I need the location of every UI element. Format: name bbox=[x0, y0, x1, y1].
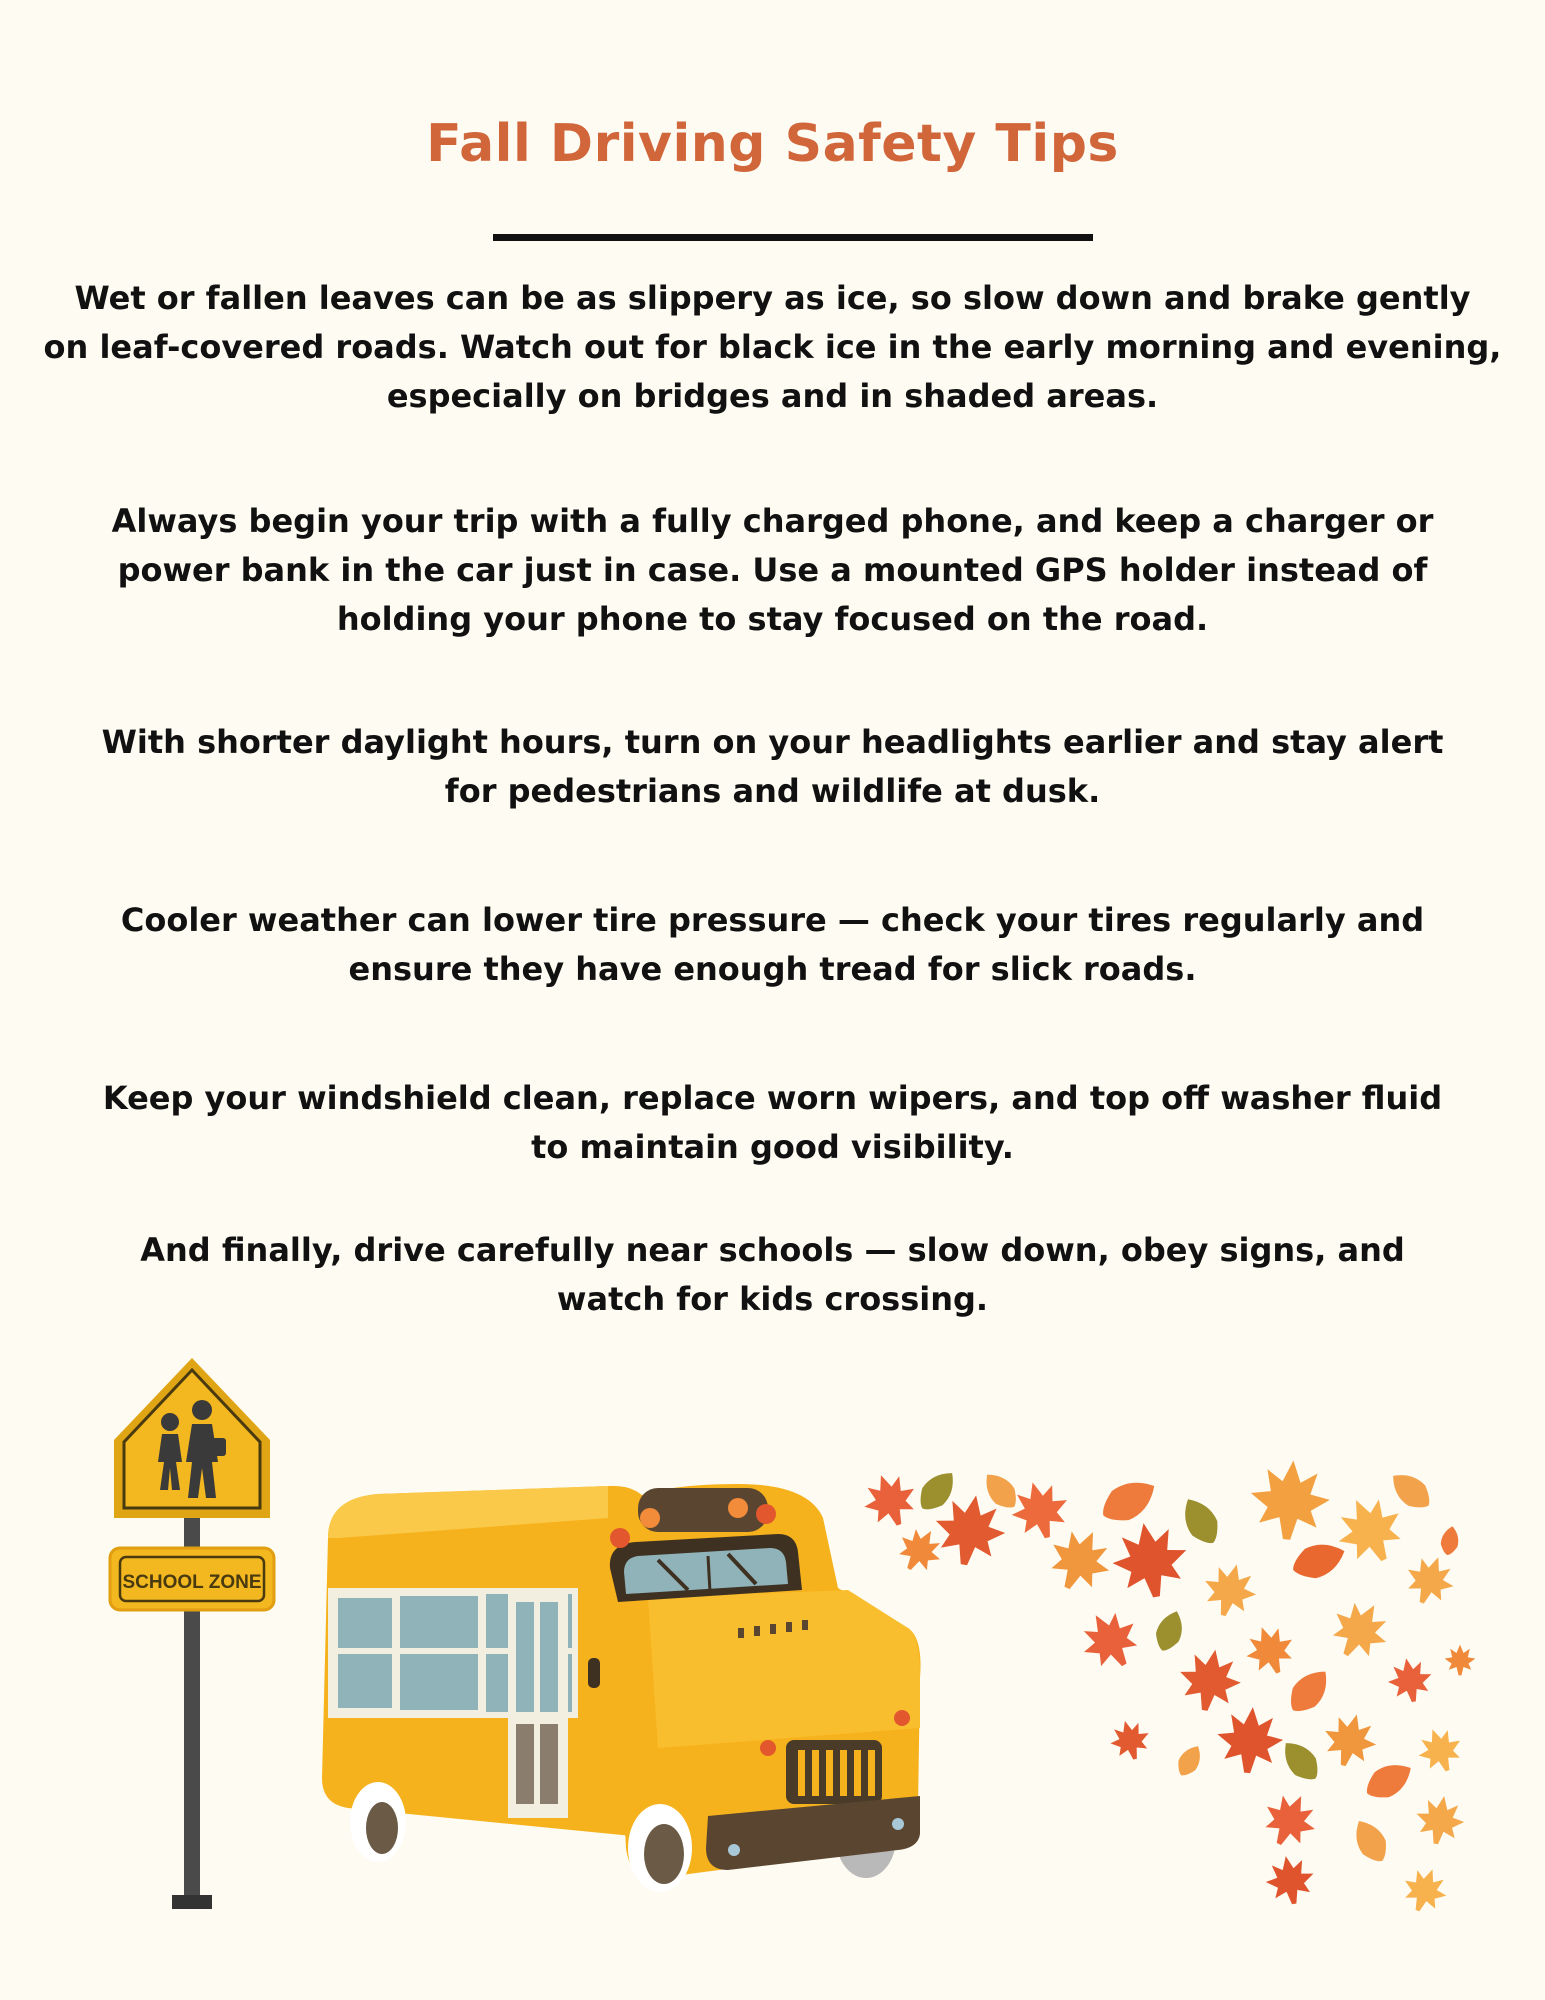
tip-phone bbox=[0, 497, 1545, 644]
tip-line: ensure they have enough tread for slick roads. bbox=[348, 950, 1197, 988]
tip-line: And finally, drive carefully near schools — slow down, obey signs, and bbox=[140, 1231, 1405, 1269]
school-zone-label: SCHOOL ZONE bbox=[122, 1572, 262, 1593]
leaf-cluster bbox=[856, 1460, 1475, 1918]
tip-line: to maintain good visibility. bbox=[531, 1128, 1014, 1166]
tip-line: Cooler weather can lower tire pressure — check your tires regularly and bbox=[120, 901, 1425, 939]
tip-line: Always begin your trip with a fully charged phone, and keep a charger or bbox=[111, 502, 1434, 540]
autumn-leaves-icon bbox=[850, 1460, 1490, 1920]
title-divider bbox=[493, 234, 1093, 241]
tip-line: With shorter daylight hours, turn on your headlights earlier and stay alert bbox=[101, 723, 1444, 761]
tip-line: Wet or fallen leaves can be as slippery as ice, so slow down and brake gently bbox=[74, 279, 1471, 317]
tip-schools bbox=[0, 1226, 1545, 1324]
tip-line: Keep your windshield clean, replace worn wipers, and top off washer fluid bbox=[102, 1079, 1443, 1117]
tip-tires bbox=[0, 896, 1545, 994]
tip-line: power bank in the car just in case. Use a mounted GPS holder instead of bbox=[117, 551, 1428, 589]
tip-headlights bbox=[0, 718, 1545, 816]
tip-line: on leaf-covered roads. Watch out for black ice in the early morning and evening, bbox=[43, 328, 1502, 366]
tip-leaves bbox=[0, 274, 1545, 421]
tip-windshield bbox=[0, 1074, 1545, 1172]
tip-line: watch for kids crossing. bbox=[556, 1280, 989, 1318]
school-zone-sign bbox=[100, 1350, 290, 1920]
tip-line: for pedestrians and wildlife at dusk. bbox=[444, 772, 1101, 810]
tip-line: holding your phone to stay focused on the road. bbox=[336, 600, 1209, 638]
pedestrian-crossing-icon bbox=[114, 1358, 270, 1518]
school-bus-icon bbox=[308, 1478, 928, 1898]
page-title: Fall Driving Safety Tips bbox=[426, 114, 1119, 174]
tip-line: especially on bridges and in shaded areas. bbox=[386, 377, 1159, 415]
